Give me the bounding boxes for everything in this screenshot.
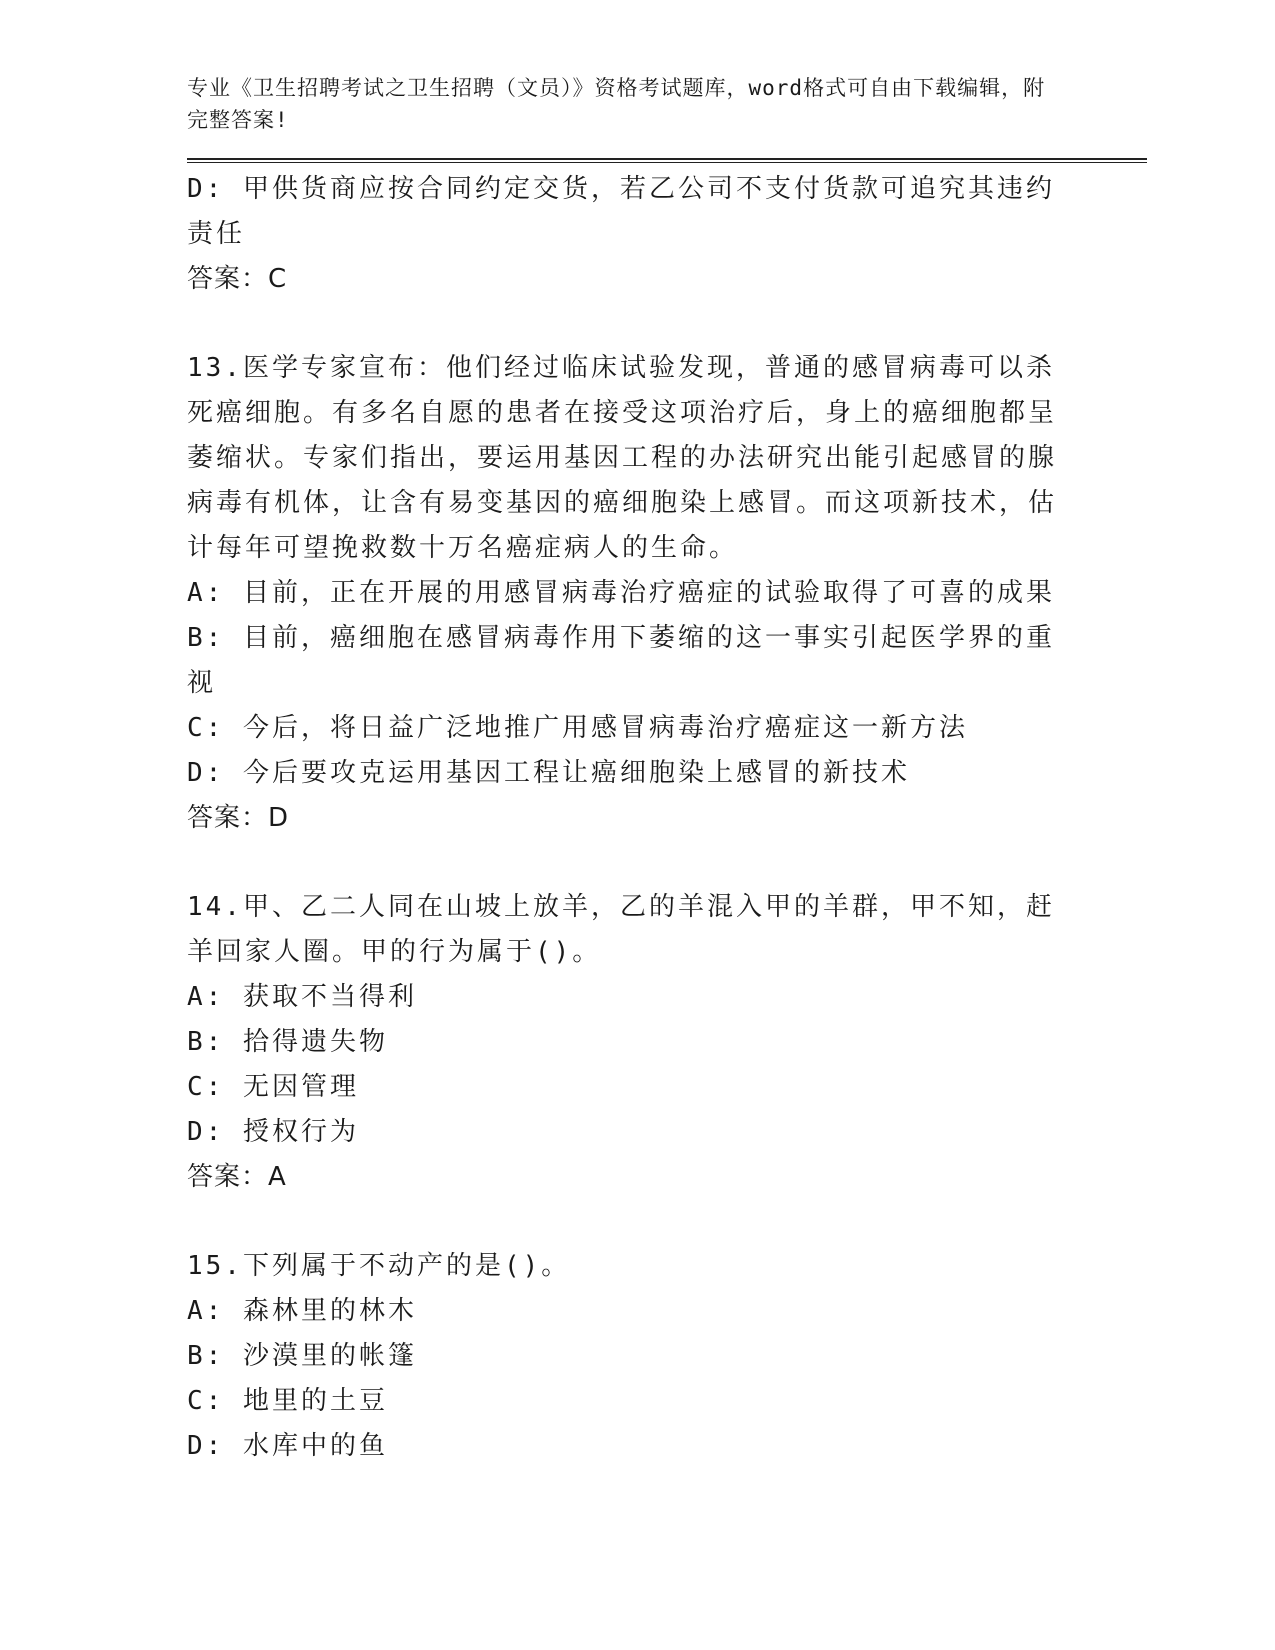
- option-a: A: 获取不当得利: [187, 982, 417, 1012]
- question-stem: 13.医学专家宣布：他们经过临床试验发现，普通的感冒病毒可以杀死癌细胞。有多名自愿的患者在接受这项治疗后，身上的癌细胞都呈萎缩状。专家们指出，要运用基因工程的办法研究出能引起感冒的腺病毒有机体，让含有易变基因的癌细胞染上感冒。而这项新技术，估计每年可望挽救数十万名癌症病人的生命。: [187, 353, 1058, 563]
- option-b: B: 沙漠里的帐篷: [187, 1341, 417, 1371]
- option-c: C: 无因管理: [187, 1072, 359, 1102]
- prev-answer: 答案：C: [187, 264, 288, 294]
- question-13: [187, 346, 1067, 841]
- option-d: D: 今后要攻克运用基因工程让癌细胞染上感冒的新技术: [187, 758, 910, 788]
- option-c: C: 地里的土豆: [187, 1386, 388, 1416]
- spacer: [187, 302, 1067, 346]
- header-divider-inner: [187, 162, 1147, 163]
- option-a: A: 目前，正在开展的用感冒病毒治疗癌症的试验取得了可喜的成果: [187, 578, 1055, 608]
- document-page: [187, 72, 1147, 1469]
- option-a: A: 森林里的林木: [187, 1296, 417, 1326]
- question-14: [187, 885, 1067, 1200]
- question-stem: 14.甲、乙二人同在山坡上放羊，乙的羊混入甲的羊群，甲不知，赶羊回家人圈。甲的行为属于()。: [187, 892, 1055, 967]
- question-stem: 15.下列属于不动产的是()。: [187, 1251, 571, 1281]
- option-b: B: 拾得遗失物: [187, 1027, 388, 1057]
- question-15: [187, 1244, 1067, 1469]
- answer: 答案：D: [187, 803, 290, 833]
- page-header: 专业《卫生招聘考试之卫生招聘（文员）》资格考试题库，word格式可自由下载编辑，附完整答案!: [187, 76, 1046, 132]
- option-b: B: 目前，癌细胞在感冒病毒作用下萎缩的这一事实引起医学界的重视: [187, 623, 1055, 698]
- question-content: [187, 167, 1067, 1469]
- option-d: D: 水库中的鱼: [187, 1431, 388, 1461]
- option-d: D: 授权行为: [187, 1117, 359, 1147]
- option-c: C: 今后，将日益广泛地推广用感冒病毒治疗癌症这一新方法: [187, 713, 968, 743]
- answer: 答案：A: [187, 1162, 287, 1192]
- spacer: [187, 841, 1067, 885]
- spacer: [187, 1200, 1067, 1244]
- prev-option-d: D: 甲供货商应按合同约定交货，若乙公司不支付货款可追究其违约责任: [187, 174, 1055, 249]
- header-divider: [187, 158, 1147, 163]
